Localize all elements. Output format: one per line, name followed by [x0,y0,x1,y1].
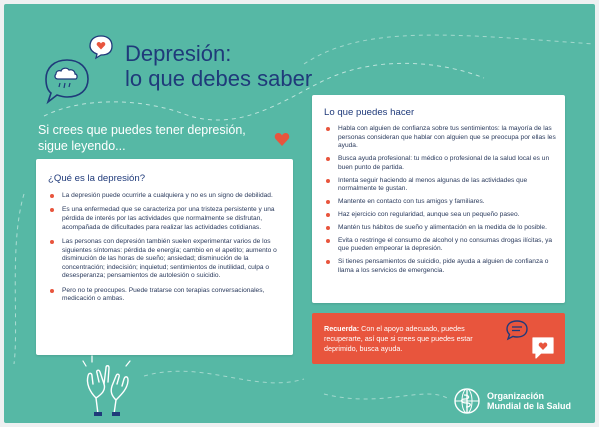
bullet-icon [326,200,330,204]
title-line-2: lo que debes saber [125,66,313,91]
who-logo [452,386,571,416]
bullet-icon [326,157,330,161]
callout-text [324,324,504,354]
list-item [324,211,556,220]
org-name [487,391,571,411]
callout-label: Recuerda: [324,324,360,333]
org-name-line-2: Mundial de la Salud [487,401,572,411]
bullet-icon [326,213,330,217]
list-item-text: Habla con alguien de confianza sobre tus sentimientos: la mayoría de las personas consideran que hablar con alguien que se preocupa por ellas les ayuda. [338,125,556,150]
what-is-heading: ¿Qué es la depresión? [48,173,146,184]
hands-icon [80,354,140,420]
list-item-text: Mantente en contacto con tus amigos y familiares. [338,198,485,206]
bullet-icon [50,289,54,293]
list-item [324,125,556,151]
bullet-icon [50,208,54,212]
rain-cloud-speech-bubble-icon [42,56,92,108]
what-is-list [48,192,282,310]
list-item-text: Si tienes pensamientos de suicidio, pide ayuda a alguien de confianza o llama a los servicios de emergencia. [338,258,549,274]
list-item-text: Pero no te preocupes. Puede tratarse con terapias conversacionales, medicación o ambas. [62,286,265,303]
bullet-icon [326,179,330,183]
what-you-can-do-card [312,95,565,303]
list-item [48,206,282,232]
list-item [324,237,556,254]
title-line-1: Depresión: [125,41,232,66]
what-is-depression-card [36,159,293,355]
callout-body: Con el apoyo adecuado, puedes recuperarte, así que si crees que puedes estar deprimido, busca ayuda. [324,324,473,353]
list-item-text: Es una enfermedad que se caracteriza por una tristeza persistente y una pérdida de interés por las actividades que normalmente se disfrutan, acompañada de dificultades para realizar las actividades cotidianas. [62,206,275,231]
bullet-icon [326,239,330,243]
list-item [324,155,556,172]
list-item [324,258,556,275]
list-item [324,224,556,233]
remember-callout [312,313,565,364]
bullet-icon [50,194,54,198]
list-item [324,198,556,207]
list-item-text: Busca ayuda profesional: tu médico o profesional de la salud local es un buen punto de partida. [338,155,550,171]
org-name-line-1: Organización [487,391,545,401]
heart-icon [274,132,290,147]
list-item-text: La depresión puede ocurrirle a cualquiera y no es un signo de debilidad. [62,192,273,199]
bullet-icon [326,127,330,131]
list-item [48,192,282,201]
heart-bubble-icon [530,335,556,361]
intro-text: Si crees que puedes tener depresión, sigue leyendo... [38,123,246,153]
what-to-do-heading: Lo que puedes hacer [324,107,415,118]
list-item-text: Evita o restringe el consumo de alcohol y no consumas drogas ilícitas, ya que pueden empeorar la depresión. [338,236,553,253]
poster [4,4,595,423]
bullet-icon [50,240,54,244]
bullet-icon [326,260,330,264]
list-item [48,287,282,304]
list-item [48,238,282,281]
list-item-text: Intenta seguir haciendo al menos algunas de las actividades que normalmente te gustan. [338,176,528,193]
what-to-do-list [324,125,556,280]
page-title [125,41,355,91]
who-emblem-icon [452,386,482,416]
list-item-text: Haz ejercicio con regularidad, aunque sea un pequeño paseo. [338,210,520,218]
list-item [324,177,556,194]
list-item-text: Las personas con depresión también suelen experimentar varios de los siguientes síntomas: pérdida de energía; cambio en el apetito; aumento o disminución de las horas de sueño; ansiedad; disminución de la concentración; indecisión; inquietud; sentimientos de inutilidad, culpa o desesperanza; pensamientos de autolesión o suicidio. [62,237,277,280]
chat-bubble-icon [505,319,529,341]
bullet-icon [326,226,330,230]
list-item-text: Mantén tus hábitos de sueño y alimentación en la medida de lo posible. [338,223,547,231]
